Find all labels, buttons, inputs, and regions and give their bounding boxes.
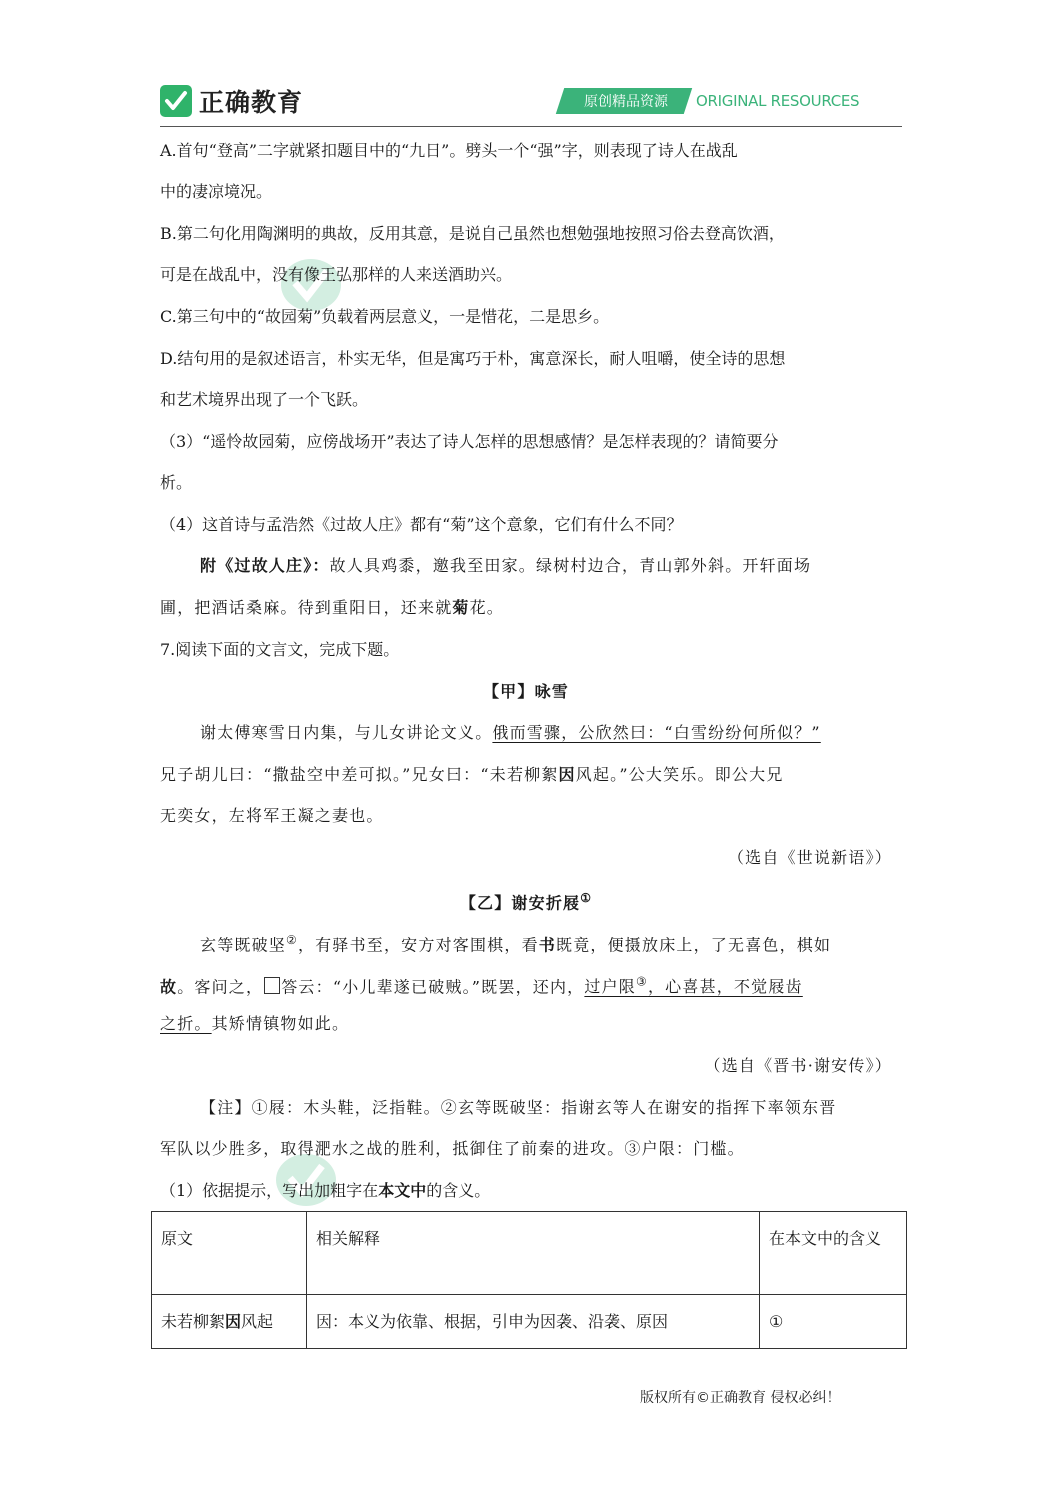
appendix-line1: 附《过故人庄》：故人具鸡黍，邀我至田家。绿树村边合，青山郭外斜。开轩面场	[200, 556, 812, 575]
passage-yi-line2: 故。客问之， 答云：“小儿辈遂已破贼。”既罢，还内，过户限③，心喜甚，不觉屐齿	[160, 975, 803, 997]
appendix-line2: 圃，把酒话桑麻。待到重阳日，还来就菊花。	[160, 598, 505, 617]
passage-jia-line2: 兄子胡儿曰：“撒盐空中差可拟。”兄女曰：“未若柳絮因风起。”公大笑乐。即公大兄	[160, 765, 784, 784]
question-4: （4）这首诗与孟浩然《过故人庄》都有“菊”这个意象，它们有什么不同？	[160, 515, 683, 534]
header-rule	[160, 126, 902, 127]
subquestion-1: （1）依据提示，写出加粗字在本文中的含义。	[160, 1181, 491, 1200]
meaning-table	[151, 1211, 907, 1349]
page-footer: 版权所有©正确教育 侵权必纠！	[640, 1390, 841, 1406]
passage-jia-line3: 无奕女，左将军王凝之妻也。	[160, 806, 384, 825]
option-a-line1: A.首句“登高”二字就紧扣题目中的“九日”。劈头一个“强”字，则表现了诗人在战乱	[160, 141, 738, 160]
option-a-line2: 中的凄凉境况。	[160, 182, 273, 201]
banner-tag: 原创精品资源	[556, 88, 692, 114]
option-b-line1: B.第二句化用陶渊明的典故，反用其意，是说自己虽然也想勉强地按照习俗去登高饮酒，	[160, 224, 785, 243]
appendix-label: 附《过故人庄》：	[200, 556, 330, 575]
table-row	[152, 1295, 907, 1349]
passage-yi-line1: 玄等既破坚②，有驿书至，安方对客围棋，看书既竟，便摄放床上，了无喜色，棋如	[200, 933, 832, 955]
checkmark-icon	[160, 85, 192, 117]
table-cell-explanation: 因：本义为依靠、根据，引申为因袭、沿袭、原因	[307, 1295, 760, 1349]
passage-jia-line1: 谢太傅寒雪日内集，与儿女讲论文义。俄而雪骤，公欣然曰：“白雪纷纷何所似？”	[200, 723, 821, 742]
banner-en: ORIGINAL RESOURCES	[696, 92, 860, 110]
banner	[560, 88, 859, 114]
page-header	[160, 84, 902, 128]
table-header-row	[152, 1212, 907, 1295]
passage-yi-title: 【乙】谢安折屐①	[459, 891, 593, 913]
option-d-line1: D.结句用的是叙述语言，朴实无华，但是寓巧于朴，寓意深长，耐人咀嚼，使全诗的思想	[160, 349, 786, 368]
question-3-line2: 析。	[160, 473, 193, 492]
passage-yi-line3: 之折。其矫情镇物如此。	[160, 1014, 350, 1033]
logo-text: 正确教育	[199, 88, 304, 117]
table-cell-answer: ①	[760, 1295, 907, 1349]
question-3-line1: （3）“遥怜故园菊，应傍战场开”表达了诗人怎样的思想感情？是怎样表现的？请简要分	[160, 432, 779, 451]
table-header-cell: 原文	[152, 1212, 307, 1295]
question-7-title: 7.阅读下面的文言文，完成下题。	[160, 640, 400, 659]
table-header-cell: 在本文中的含义	[760, 1212, 907, 1295]
option-b-line2: 可是在战乱中，没有像王弘那样的人来送酒助兴。	[160, 265, 513, 284]
notes-line2: 军队以少胜多，取得淝水之战的胜利，抵御住了前秦的进攻。③户限：门槛。	[160, 1139, 745, 1158]
option-c-line1: C.第三句中的“故园菊”负载着两层意义，一是惜花，二是思乡。	[160, 307, 610, 326]
option-d-line2: 和艺术境界出现了一个飞跃。	[160, 390, 369, 409]
passage-jia-source: （选自《世说新语》）	[727, 848, 892, 867]
table-header-cell: 相关解释	[307, 1212, 760, 1295]
passage-yi-source: （选自《晋书·谢安传》）	[704, 1056, 892, 1075]
passage-jia-title: 【甲】咏雪	[482, 682, 569, 701]
brand-logo	[160, 84, 303, 118]
table-cell-original: 未若柳絮因风起	[152, 1295, 307, 1349]
notes-line1: 【注】①屐：木头鞋，泛指鞋。②玄等既破坚：指谢玄等人在谢安的指挥下率领东晋	[200, 1098, 837, 1117]
blank-box	[264, 977, 280, 994]
